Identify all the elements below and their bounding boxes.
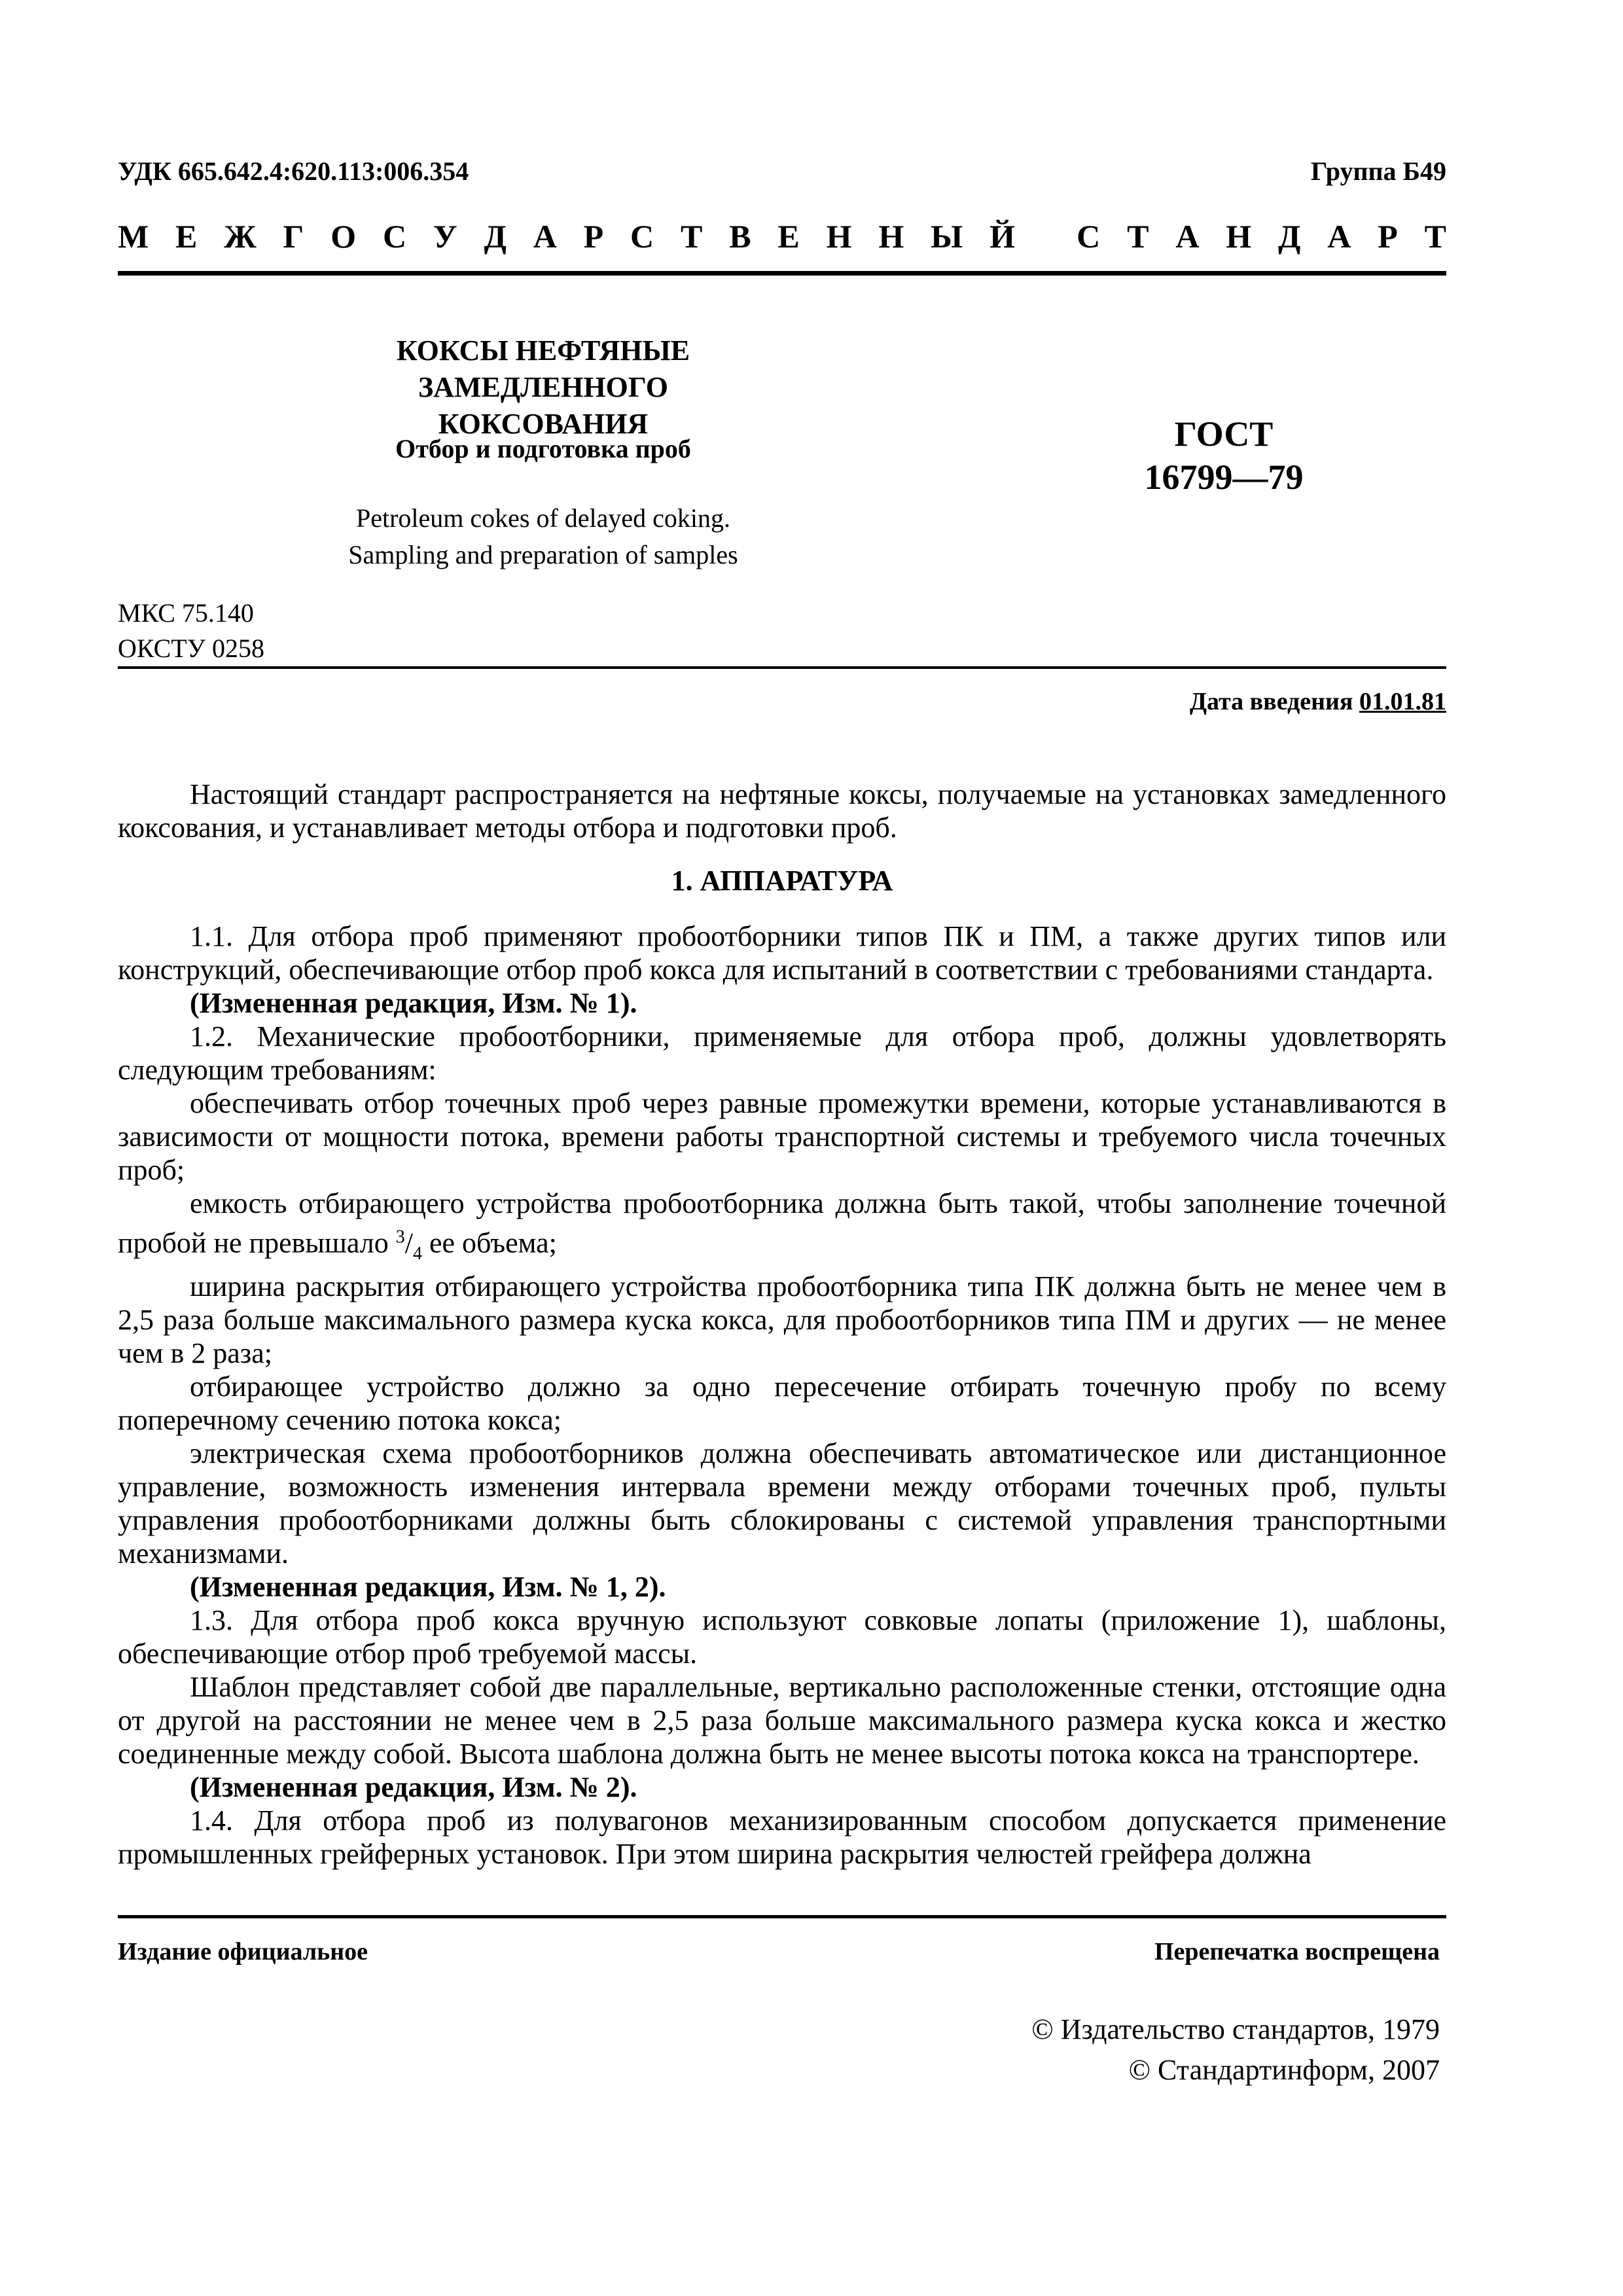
english-title-line-2: Sampling and preparation of samples: [348, 540, 738, 569]
date-value: 01.01.81: [1359, 688, 1446, 715]
heading-letter: С: [382, 218, 407, 255]
group-code: Группа Б49: [1310, 156, 1446, 186]
heading-letter: А: [533, 218, 557, 255]
heading-letter: Ы: [931, 218, 963, 255]
heading-letter: Т: [681, 218, 703, 255]
udk-code: УДК 665.642.4:620.113:006.354: [118, 156, 469, 186]
copyright-1979: © Издательство стандартов, 1979: [1031, 2013, 1440, 2045]
heading-letter: Н: [826, 218, 852, 255]
requirement-item: отбирающее устройство должно за одно пересечение отбирать точечную пробу по всему поперечному сечению потока кокса;: [118, 1371, 1446, 1437]
heading-letter: Ж: [224, 218, 257, 255]
intro-paragraph: Настоящий стандарт распространяется на нефтяные коксы, получаемые на установках замедленного коксования, и устанавливает методы отбора и подготовки проб.: [118, 778, 1446, 844]
document-subtitle: Отбор и подготовка проб: [395, 434, 691, 463]
clause-1-3: 1.3. Для отбора проб кокса вручную используют совковые лопаты (приложение 1), шаблоны, обеспечивающие отбор проб требуемой массы.: [118, 1604, 1446, 1670]
title-line-2: КОКСОВАНИЯ: [438, 408, 649, 440]
english-title-line-1: Petroleum cokes of delayed coking.: [355, 503, 731, 533]
gost-label: ГОСТ: [1174, 414, 1274, 454]
heading-letter: С: [630, 218, 654, 255]
heading-letter: М: [118, 218, 149, 255]
heading-letter: Е: [175, 218, 198, 255]
title-line-1: КОКСЫ НЕФТЯНЫЕ ЗАМЕДЛЕННОГО: [396, 334, 690, 403]
amendment-note: (Измененная редакция, Изм. № 1).: [190, 987, 637, 1019]
heading-letter: Д: [484, 218, 507, 255]
heading-letter: Н: [1226, 218, 1252, 255]
reprint-prohibited: Перепечатка воспрещена: [1154, 1938, 1440, 1965]
mks-code: МКС 75.140: [118, 598, 254, 628]
heading-letter: Р: [1378, 218, 1398, 255]
heading-letter: Т: [1424, 218, 1446, 255]
clause-1-4: 1.4. Для отбора проб из полувагонов механизированным способом допускается применение промышленных грейферных установок. При этом ширина раскрытия челюстей грейфера должна: [118, 1804, 1446, 1871]
heading-letter: [1042, 213, 1050, 259]
section-heading: 1. АППАРАТУРА: [671, 865, 893, 897]
heading-letter: Т: [1127, 218, 1149, 255]
amendment-note: (Измененная редакция, Изм. № 1, 2).: [190, 1571, 666, 1604]
clause-1-1: 1.1. Для отбора проб применяют пробоотборники типов ПК и ПМ, а также других типов или конструкций, обеспечивающие отбор проб кокса для испытаний в соответствии с требованиями стандарта.: [118, 920, 1446, 986]
heading-letter: Е: [777, 218, 800, 255]
heading-letter: В: [729, 218, 751, 255]
heading-letter: Г: [283, 218, 304, 255]
okstu-code: ОКСТУ 0258: [118, 634, 265, 663]
heading-letter: О: [330, 218, 357, 255]
english-title: [294, 500, 792, 573]
document-title: [294, 332, 792, 442]
heading-letter: У: [433, 218, 457, 255]
heading-letter: Р: [583, 218, 604, 255]
official-edition: Издание официальное: [118, 1938, 368, 1965]
header-rule: [118, 271, 1446, 276]
interstate-standard-heading: [118, 213, 1446, 259]
introduction-date: [1190, 687, 1446, 716]
fraction-three-quarters: $^3/_4$: [395, 1227, 422, 1264]
heading-letter: А: [1327, 218, 1351, 255]
codes-rule: [118, 666, 1446, 669]
requirement-item: емкость отбирающего устройства пробоотборника должна быть такой, чтобы заполнение точечной пробой не превышало $^3/_4$ ее объема;: [118, 1187, 1446, 1264]
requirement-item: обеспечивать отбор точечных проб через равные промежутки времени, которые устанавливаются в зависимости от мощности потока, времени работы транспортной системы и требуемого числа точечных проб;: [118, 1087, 1446, 1186]
document-page: [118, 0, 1446, 2296]
heading-letter: Н: [878, 218, 904, 255]
document-body: [118, 778, 1446, 1871]
footer-rule: [118, 1915, 1446, 1918]
heading-letter: С: [1077, 218, 1101, 255]
amendment-note: (Измененная редакция, Изм. № 2).: [190, 1771, 637, 1804]
date-label: Дата введения: [1189, 688, 1359, 715]
classification-codes: [118, 596, 264, 666]
heading-letter: Й: [990, 218, 1015, 255]
requirement-item: ширина раскрытия отбирающего устройства пробоотборника типа ПК должна быть не менее чем в 2,5 раза больше максимального размера куска кокса, для пробоотборников типа ПМ и других — не менее чем в 2 раза;: [118, 1270, 1446, 1370]
copyright-block: [1031, 2009, 1440, 2090]
clause-1-2: 1.2. Механические пробоотборники, применяемые для отбора проб, должны удовлетворять следующим требованиям:: [118, 1020, 1446, 1086]
heading-letter: Д: [1278, 218, 1301, 255]
copyright-2007: © Стандартинформ, 2007: [1128, 2054, 1440, 2086]
template-description: Шаблон представляет собой две параллельные, вертикально расположенные стенки, отстоящие одна от другой на расстоянии не менее чем в 2,5 раза больше максимального размера куска кокса и жестко соединенные между собой. Высота шаблона должна быть не менее высоты потока кокса на транспортере.: [118, 1671, 1446, 1770]
requirement-item: электрическая схема пробоотборников должна обеспечивать автоматическое или дистанционное управление, возможность изменения интервала времени между отборами точечных проб, пульты управления пробоотборниками должны быть сблокированы с системой управления транспортными механизмами.: [118, 1437, 1446, 1570]
header-row: [118, 156, 1446, 195]
gost-number: [1099, 412, 1348, 499]
heading-letter: А: [1175, 218, 1200, 255]
gost-code: 16799—79: [1144, 457, 1304, 497]
